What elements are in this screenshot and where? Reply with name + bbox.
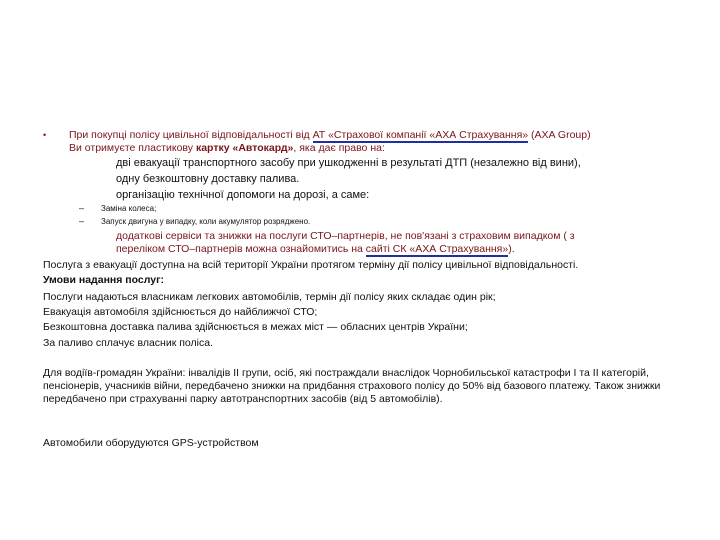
dash-marker: – (79, 203, 85, 213)
intro-line-2 (69, 142, 385, 155)
condition-item: Евакуація автомобіля здійснюється до найближчої СТО; (43, 306, 318, 318)
benefit-item: одну безкоштовну доставку палива. (116, 173, 300, 185)
intro-line-1 (69, 129, 591, 142)
intro-line-1-suffix: (AXA Group) (528, 129, 591, 141)
autocard-name: картку «Автокард» (195, 142, 294, 154)
conditions-heading: Умови надання послуг: (43, 274, 164, 286)
condition-item: За паливо сплачує власник поліса. (43, 337, 213, 349)
benefit-item: організацію технічної допомоги на дорозі, а саме: (116, 189, 370, 201)
condition-item: Послуги надаються власникам легкових автомобілів, термін дії полісу яких складає один рік; (43, 291, 496, 303)
sub-item: Запуск двигуна у випадку, коли акумулятор розряджено. (101, 217, 311, 226)
intro-line-1-prefix: При покупці полісу цивільної відповідальності від (69, 129, 313, 141)
partners-line-2-prefix: переліком СТО–партнерів можна ознайомитись на (116, 243, 366, 255)
evacuation-availability: Послуга з евакуації доступна на всій території України протягом терміну дії полісу цивільної відповідальності. (43, 259, 579, 271)
insurer-link[interactable]: АТ «Страхової компанії «АХА Страхування» (312, 129, 529, 141)
bullet-marker: • (43, 130, 47, 140)
dash-marker: – (79, 216, 85, 226)
discount-paragraph: Для водіїв-громадян України: інвалідів II групи, осіб, які постраждали внаслідок Чорнобильської катастрофи I та II категорій, пенсіонерів, учасників війни, передбачено знижки на придбання страхового полісу до 50% від базового платежу. Також знижки передбачено при страхуванні парку автотранспортних засобів (від 5 автомобілів). (43, 367, 661, 405)
partners-line-1: додаткові сервіси та знижки на послуги СТО–партнерів, не пов'язані з страховим випадком ( з (116, 230, 575, 242)
intro-line-2-suffix: , яка дає право на: (293, 142, 385, 154)
intro-line-2-prefix: Ви отримуєте пластикову (69, 142, 196, 154)
sub-item: Заміна колеса; (101, 204, 157, 213)
partners-line-2-suffix: ). (508, 243, 515, 255)
condition-item: Безкоштовна доставка палива здійснюється в межах міст — обласних центрів України; (43, 321, 468, 333)
partners-line-2 (116, 243, 515, 256)
insurer-site-link[interactable]: сайті СК «АХА Страхування» (365, 243, 509, 255)
benefit-item: дві евакуації транспортного засобу при ушкодженні в результаті ДТП (незалежно від вини), (116, 157, 581, 169)
gps-note: Автомобили оборудуются GPS-устройством (43, 437, 259, 449)
